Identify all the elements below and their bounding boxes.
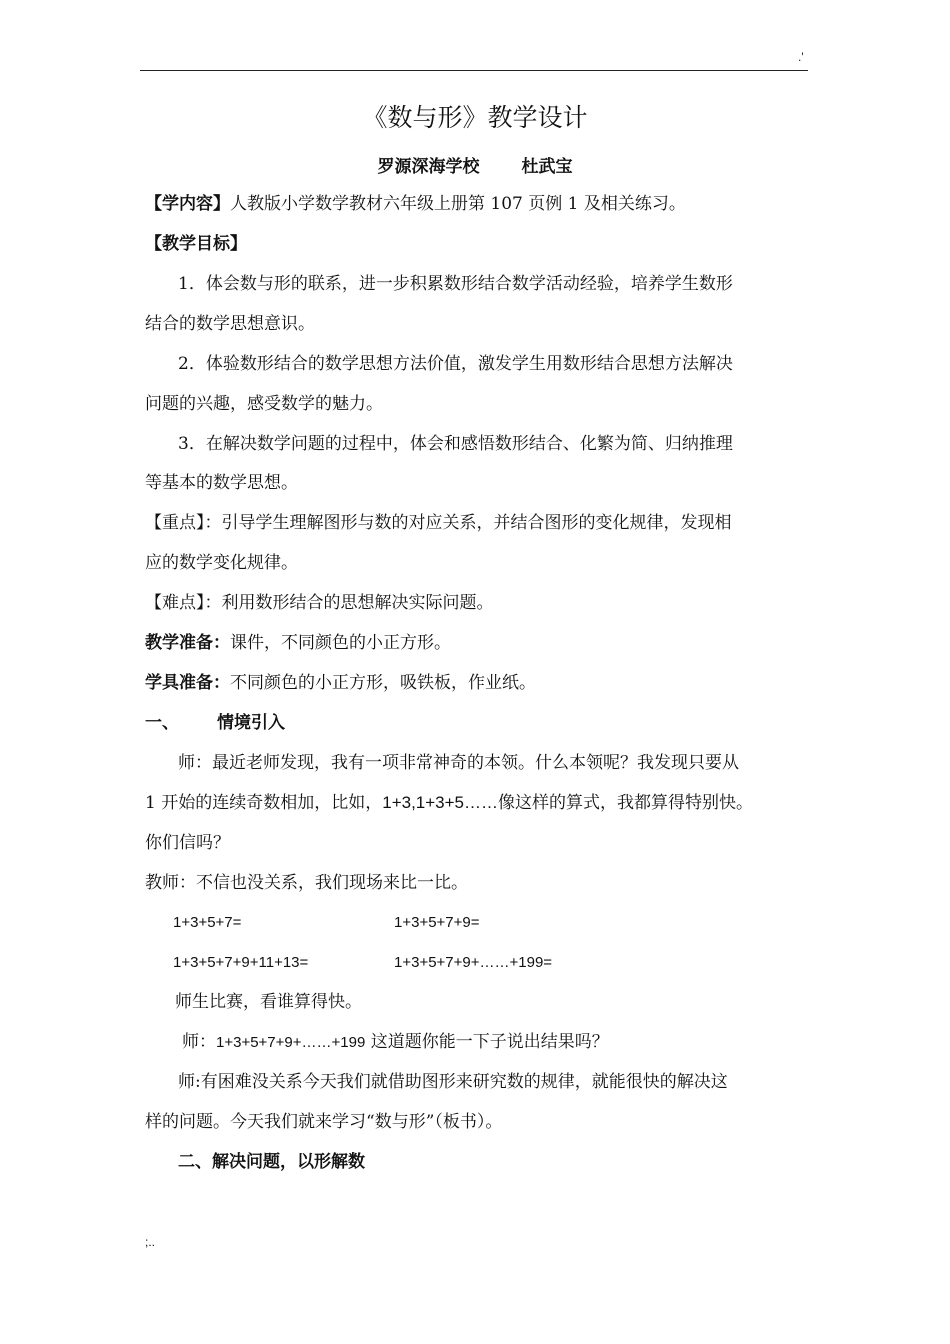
paragraph-1-line-1: 师：最近老师发现，我有一项非常神奇的本领。什么本领呢？我发现只要从 (178, 753, 739, 773)
goal-3-line-1: 3．在解决数学问题的过程中，体会和感悟数形结合、化繁为简、归纳推理 (178, 434, 733, 454)
paragraph-2: 教师：不信也没关系，我们现场来比一比。 (145, 873, 468, 893)
paragraph-1-line-2 (145, 792, 753, 814)
paragraph-1-text-b: 像这样的算式，我都算得特别快。 (498, 793, 754, 813)
difficulty-line (145, 592, 494, 614)
paragraph-1-text-a: 1 开始的连续奇数相加，比如， (145, 793, 383, 813)
document-title: 《数与形》教学设计 (362, 103, 588, 132)
header-rule (140, 70, 808, 71)
paragraph-1-line-3: 你们信吗？ (145, 833, 230, 853)
author-school: 罗源深海学校 (377, 157, 480, 177)
section-1-title: 情境引入 (217, 713, 285, 733)
paragraph-1-formula: 1+3,1+3+5…… (382, 793, 499, 812)
difficulty-label: 【难点】 (145, 593, 205, 613)
goal-2-line-1: 2．体验数形结合的数学思想方法价值，激发学生用数形结合思想方法解决 (178, 354, 733, 374)
section-1-heading (145, 712, 285, 734)
key-point-line-1 (145, 512, 732, 534)
key-point-text: ：引导学生理解图形与数的对应关系，并结合图形的变化规律，发现相 (204, 513, 732, 533)
goal-2-line-2: 问题的兴趣，感受数学的魅力。 (145, 394, 383, 414)
equation-1: 1+3+5+7= (173, 914, 242, 931)
paragraph-5-line-2: 样的问题。今天我们就来学习“数与形”（板书）。 (145, 1112, 503, 1132)
difficulty-text: ：利用数形结合的思想解决实际问题。 (204, 593, 494, 613)
section-2-heading: 二、解决问题，以形解数 (178, 1152, 365, 1172)
tools-prep-line (145, 672, 536, 694)
goals-heading: 【教学目标】 (145, 234, 247, 254)
header-mark: .' (798, 50, 804, 64)
key-point-label: 【重点】 (145, 513, 205, 533)
key-point-line-2: 应的数学变化规律。 (145, 553, 298, 573)
author-line (0, 152, 950, 177)
content-line (145, 193, 686, 215)
goal-3-line-2: 等基本的数学思想。 (145, 473, 298, 493)
equation-2: 1+3+5+7+9= (394, 914, 480, 931)
equation-3: 1+3+5+7+9+11+13= (173, 954, 309, 971)
teaching-prep-label: 教学准备： (145, 633, 230, 653)
section-1-number: 一、 (145, 713, 179, 733)
paragraph-3: 师生比赛，看谁算得快。 (175, 992, 362, 1012)
goal-1-line-2: 结合的数学思想意识。 (145, 314, 315, 334)
paragraph-4-prefix: 师： (182, 1032, 216, 1052)
paragraph-4-formula: 1+3+5+7+9+……+199 (216, 1034, 366, 1051)
goal-1-line-1: 1．体会数与形的联系，进一步积累数形结合数学活动经验，培养学生数形 (178, 274, 733, 294)
tools-prep-text: 不同颜色的小正方形，吸铁板，作业纸。 (230, 673, 536, 693)
paragraph-4 (182, 1031, 609, 1054)
footer-mark: ;.. (145, 1235, 156, 1249)
author-name: 杜武宝 (521, 157, 573, 177)
teaching-prep-text: 课件，不同颜色的小正方形。 (230, 633, 451, 653)
content-label: 【学内容】 (145, 194, 230, 214)
equation-4: 1+3+5+7+9+……+199= (394, 954, 553, 971)
content-text: 人教版小学数学教材六年级上册第 107 页例 1 及相关练习。 (230, 194, 686, 214)
paragraph-4-suffix: 这道题你能一下子说出结果吗？ (365, 1032, 609, 1052)
teaching-prep-line (145, 632, 451, 654)
tools-prep-label: 学具准备： (145, 673, 230, 693)
paragraph-5-line-1: 师:有困难没关系今天我们就借助图形来研究数的规律，就能很快的解决这 (178, 1072, 728, 1092)
